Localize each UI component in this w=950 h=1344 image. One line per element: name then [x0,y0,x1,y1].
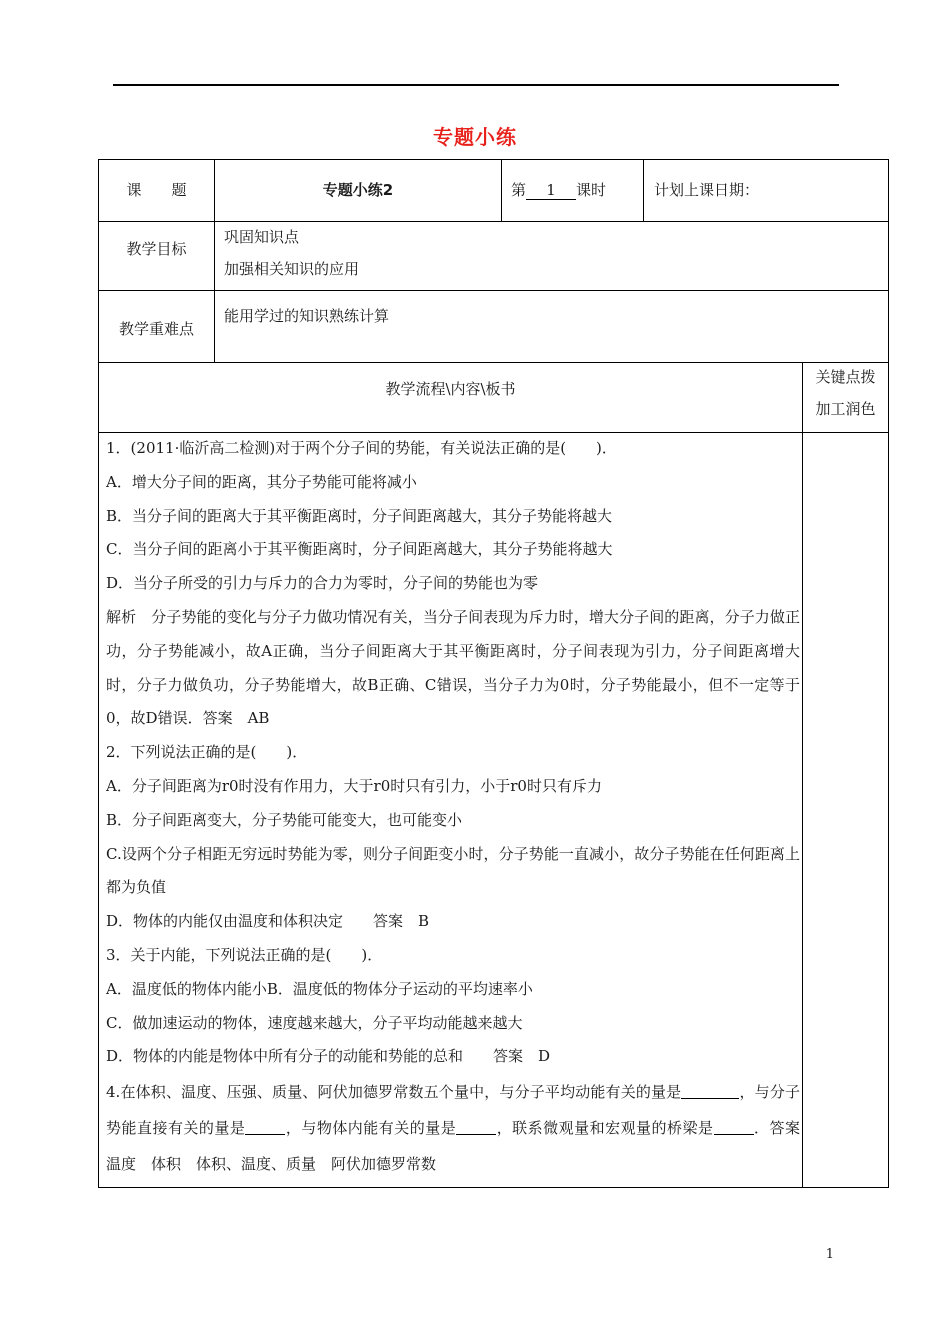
answer-blank [456,1120,496,1135]
answer-blank [681,1084,739,1099]
option: A．温度低的物体内能小B．温度低的物体分子运动的平均速率小 [106,979,533,998]
option: C.设两个分子相距无穷远时势能为零，则分子间距变小时，分子势能一直减小，故分子势能在任何距离上都为负值 [106,844,800,897]
row-divider [99,290,888,291]
answer-blank [245,1120,285,1135]
side-header-2: 加工润色 [815,400,876,418]
document-title: 专题小练 [433,125,517,149]
question-2-stem: 2．下列说法正确的是( )． [106,743,308,762]
question-4 [106,1074,815,1182]
col-divider [643,160,644,221]
session-prefix: 第 [511,181,527,199]
q4-text: ，与分子势能直接有关的量是 [106,1083,800,1138]
option: D．物体的内能是物体中所有分子的动能和势能的总和 答案 D [106,1047,551,1066]
goal-item: 巩固知识点 [224,228,300,246]
page-number: 1 [825,1247,834,1262]
q4-text: ，与物体内能有关的量是 [285,1119,457,1138]
goals-label: 教学目标 [126,240,187,258]
option: C．当分子间的距离小于其平衡距离时，分子间距离越大，其分子势能将越大 [106,540,613,559]
question-1-stem: 1．(2011·临沂高二检测)对于两个分子间的势能，有关说法正确的是( )． [106,439,617,457]
option: D．物体的内能仅由温度和体积决定 答案 B [106,912,430,931]
option: C．做加速运动的物体，速度越来越大，分子平均动能越来越大 [106,1013,523,1032]
q4-text: 4.在体积、温度、压强、质量、阿伏加德罗常数五个量中，与分子平均动能有关的量是 [106,1083,682,1102]
option: B．当分子间的距离大于其平衡距离时，分子间距离越大，其分子势能将越大 [106,506,613,525]
q4-text: ，联系微观量和宏观量的桥梁是 [496,1119,714,1138]
col-divider [501,160,502,221]
goal-item: 加强相关知识的应用 [224,260,360,278]
flow-header: 教学流程\内容\板书 [385,380,516,398]
topic-label: 课 题 [126,181,187,199]
option: A．增大分子间的距离，其分子势能可能将减小 [106,472,417,491]
col-divider [802,362,803,1188]
question-1-analysis: 解析 分子势能的变化与分子力做功情况有关，当分子间表现为斥力时，增大分子间的距离，分子力做正功，分子势能减小，故A正确，当分子间距离大于其平衡距离时，分子间表现为引力，分子间距离增大时，分子力做负功，分子势能增大，故B正确、C错误，当分子力为0时，分子势能最小，但不一定等于0，故D错误．答案 AB [106,607,800,728]
topic-value: 专题小练2 [322,181,394,199]
row-divider [99,221,888,222]
question-3-stem: 3．关于内能，下列说法正确的是( )． [106,945,383,964]
q4-text: ．答案 温度 体积 体积、温度、质量 阿伏加德罗常数 [106,1119,815,1174]
option: B．分子间距离变大，分子势能可能变大，也可能变小 [106,810,463,829]
option: D．当分子所受的引力与斥力的合力为零时，分子间的势能也为零 [106,574,539,593]
keypoints-label: 教学重难点 [118,320,194,338]
option: A．分子间距离为r0时没有作用力，大于r0时只有引力，小于r0时只有斥力 [106,776,602,795]
plan-date-label: 计划上课日期： [654,181,760,199]
header-rule [113,84,839,86]
answer-blank [714,1120,754,1135]
session-field [511,179,606,200]
session-suffix: 课时 [576,181,607,199]
exercise-content [106,432,815,1182]
side-header-1: 关键点拨 [815,368,876,386]
session-number: 1 [526,181,576,200]
row-divider [99,362,888,363]
keypoints-text: 能用学过的知识熟练计算 [224,307,390,325]
